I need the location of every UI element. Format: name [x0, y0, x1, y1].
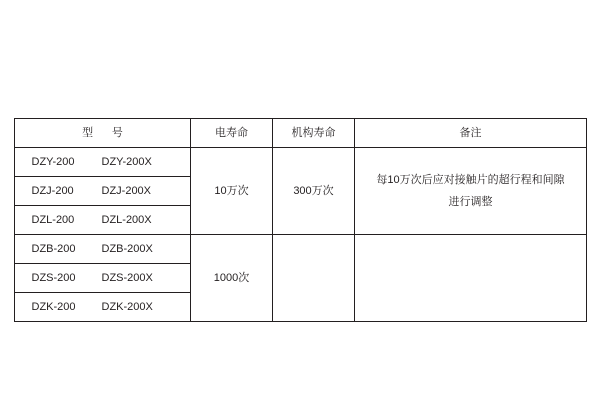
remark-line-2: 进行调整 — [448, 195, 493, 208]
model-cell — [15, 206, 191, 235]
model-cell — [15, 177, 191, 206]
model-code-primary: DZK-200 — [31, 300, 76, 313]
model-code-secondary: DZB-200X — [101, 242, 153, 255]
model-code-secondary: DZL-200X — [101, 213, 152, 226]
column-header-electrical-life: 电寿命 — [191, 119, 273, 148]
remark-line-1: 每10万次后应对接触片的超行程和间隙 — [376, 173, 565, 186]
table-header-row — [15, 119, 587, 148]
model-cell — [15, 293, 191, 322]
mechanical-life-value: 300万次 — [273, 148, 355, 235]
model-code-primary: DZB-200 — [31, 242, 76, 255]
model-code-primary: DZY-200 — [31, 155, 75, 168]
model-code-primary: DZS-200 — [31, 271, 76, 284]
column-header-mechanical-life: 机构寿命 — [273, 119, 355, 148]
model-code-secondary: DZK-200X — [101, 300, 153, 313]
model-cell — [15, 148, 191, 177]
remark-value — [355, 148, 587, 235]
model-code-secondary: DZY-200X — [101, 155, 152, 168]
model-code-primary: DZL-200 — [31, 213, 75, 226]
column-header-model: 型 号 — [15, 119, 191, 148]
model-code-primary: DZJ-200 — [31, 184, 74, 197]
table-row — [15, 235, 587, 264]
column-header-remark: 备注 — [355, 119, 587, 148]
electrical-life-value-bottom: 1000次 — [191, 235, 273, 322]
model-code-secondary: DZS-200X — [101, 271, 153, 284]
electrical-life-value-top: 10万次 — [191, 148, 273, 235]
model-code-secondary: DZJ-200X — [101, 184, 152, 197]
specification-table — [14, 118, 587, 322]
mechanical-life-empty — [273, 235, 355, 322]
model-cell — [15, 235, 191, 264]
table-row — [15, 148, 587, 177]
remark-empty — [355, 235, 587, 322]
model-cell — [15, 264, 191, 293]
